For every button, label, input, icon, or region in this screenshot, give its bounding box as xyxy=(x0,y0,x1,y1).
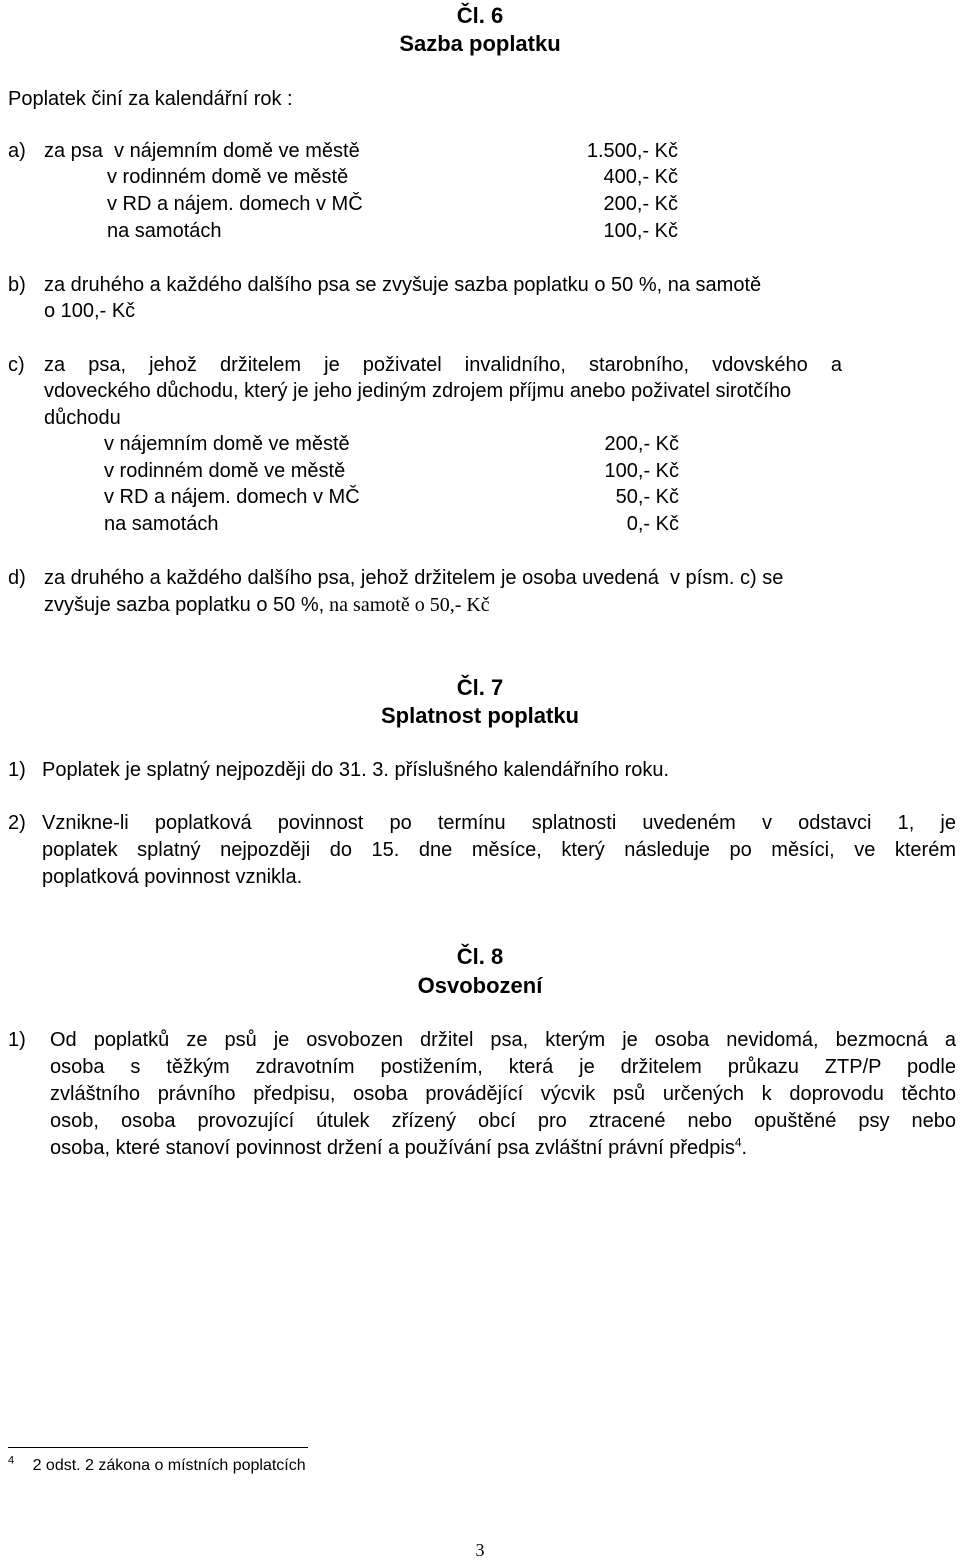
item-c-line-3: důchodu xyxy=(44,407,121,429)
article6-number: Čl. 6 xyxy=(456,3,504,28)
item-c-label-3: v RD a nájem. domech v MČ xyxy=(104,486,360,508)
article8-title: Osvobození xyxy=(417,973,543,998)
article7-p2-line-3: poplatková povinnost vznikla. xyxy=(42,866,303,888)
page-number: 3 xyxy=(475,1540,485,1560)
article7-number: Čl. 7 xyxy=(456,675,504,700)
item-b-line-1: za druhého a každého dalšího psa se zvyšuje sazba poplatku o 50 %, na samotě xyxy=(44,274,762,296)
item-b-line-2: o 100,- Kč xyxy=(44,300,136,322)
item-c-amount-1: 200,- Kč xyxy=(604,433,679,455)
item-c-label-1: v nájemním domě ve městě xyxy=(104,433,350,455)
item-c-amount-3: 50,- Kč xyxy=(615,486,679,508)
article7-p2-line-2: poplatek splatný nejpozději do 15. dne měsíce, který následuje po měsíci, ve kterém xyxy=(42,839,956,861)
item-d-line-2-serif: na samotě o 50,- Kč xyxy=(324,594,490,616)
article7-p1-text: Poplatek je splatný nejpozději do 31. 3. příslušného kalendářního roku. xyxy=(42,759,670,781)
article7-p2-marker: 2) xyxy=(8,812,26,834)
item-c-amount-4: 0,- Kč xyxy=(626,513,679,535)
article6-title: Sazba poplatku xyxy=(399,31,561,56)
article8-p1-line-5-text: osoba, které stanoví povinnost držení a používání psa zvláštní právní předpis xyxy=(50,1137,735,1159)
item-a-amount-4: 100,- Kč xyxy=(603,220,678,242)
item-a-marker: a) xyxy=(8,140,26,162)
article8-number: Čl. 8 xyxy=(456,944,504,969)
footnote-reference[interactable]: 4 xyxy=(734,1135,742,1150)
item-c-marker: c) xyxy=(8,354,25,376)
article8-p1-line-1: Od poplatků ze psů je osvobozen držitel psa, kterým je osoba nevidomá, bezmocná a xyxy=(50,1029,956,1051)
article8-p1-marker: 1) xyxy=(8,1029,26,1051)
article8-p1-line-5-end: . xyxy=(741,1137,748,1159)
article6-intro: Poplatek činí za kalendářní rok : xyxy=(8,88,293,110)
item-b-marker: b) xyxy=(8,274,26,296)
item-c-label-2: v rodinném domě ve městě xyxy=(104,460,346,482)
item-c-line-1: za psa, jehož držitelem je poživatel invalidního, starobního, vdovského a xyxy=(44,354,842,376)
article8-p1-line-3: zvláštního právního předpisu, osoba provádějící výcvik psů určených k doprovodu těchto xyxy=(50,1083,956,1105)
item-a-amount-2: 400,- Kč xyxy=(603,166,678,188)
article8-p1-line-2: osoba s těžkým zdravotním postižením, která je držitelem průkazu ZTP/P podle xyxy=(50,1056,956,1078)
footnote-text: 2 odst. 2 zákona o místních poplatcích xyxy=(32,1457,306,1474)
article7-title: Splatnost poplatku xyxy=(381,703,579,728)
footnote xyxy=(8,1456,306,1476)
item-c-amount-2: 100,- Kč xyxy=(604,460,679,482)
item-d-line-1: za druhého a každého dalšího psa, jehož držitelem je osoba uvedená v písm. c) se xyxy=(44,567,784,589)
article7-p1-marker: 1) xyxy=(8,759,26,781)
footnote-number: 4 xyxy=(8,1454,15,1467)
item-d-marker: d) xyxy=(8,567,26,589)
item-a-label-2: v rodinném domě ve městě xyxy=(107,166,349,188)
item-a-label-1: za psa v nájemním domě ve městě xyxy=(44,140,360,162)
item-d-line-2-sans: zvyšuje sazba poplatku o 50 %, xyxy=(44,594,325,616)
item-a-label-3: v RD a nájem. domech v MČ xyxy=(107,193,363,215)
item-c-line-2: vdoveckého důchodu, který je jeho jediným zdrojem příjmu anebo poživatel sirotčího xyxy=(44,380,792,402)
item-a-amount-3: 200,- Kč xyxy=(603,193,678,215)
item-d-line-2 xyxy=(44,592,490,618)
article8-p1-line-5 xyxy=(50,1135,747,1161)
item-c-label-4: na samotách xyxy=(104,513,219,535)
item-a-label-4: na samotách xyxy=(107,220,222,242)
item-a-amount-1: 1.500,- Kč xyxy=(586,140,678,162)
article8-p1-line-4: osob, osoba provozující útulek zřízený obcí pro ztracené nebo opuštěné psy nebo xyxy=(50,1110,956,1132)
footnote-divider xyxy=(8,1447,308,1448)
article7-p2-line-1: Vznikne-li poplatková povinnost po termínu splatnosti uvedeném v odstavci 1, je xyxy=(42,812,956,834)
